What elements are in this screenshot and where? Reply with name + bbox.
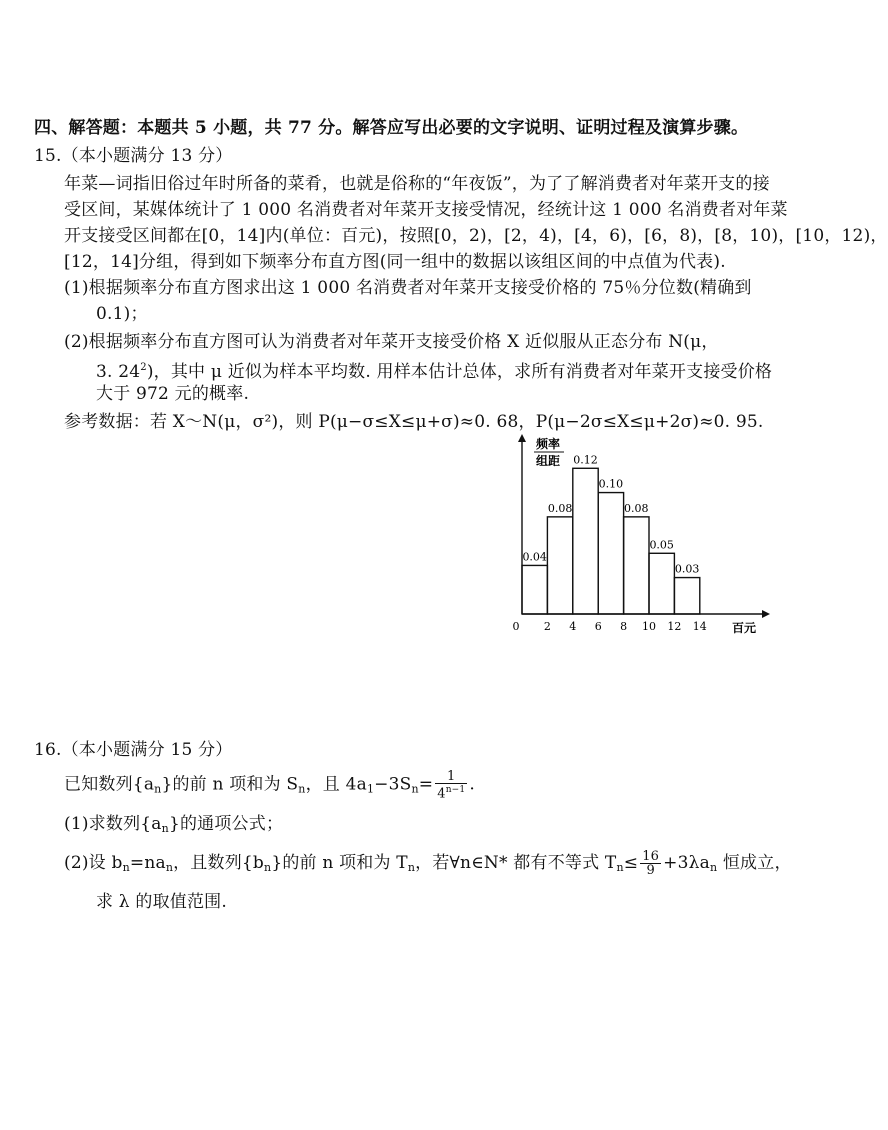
x-tick-label: 4 <box>569 620 577 633</box>
q16-sub2-line-1: (2)设 bn=nan，且数列{bn}的前 n 项和为 Tn，若∀n∈N* 都有不等式 Tn≤ $\frac{16}{9}$ +3λan 恒成立， <box>64 849 792 878</box>
q15-sub1-line-1: (1)根据频率分布直方图求出这 1 000 名消费者对年菜开支接受价格的 75％分位数(精确到 <box>64 278 752 298</box>
bar-value-label: 0.08 <box>624 501 649 515</box>
histogram-bar <box>522 565 547 614</box>
frequency-histogram <box>500 432 780 638</box>
q16-sub1: (1)求数列{an}的通项公式； <box>64 814 284 835</box>
histogram-bar <box>624 517 649 614</box>
bar-value-label: 0.05 <box>649 538 674 552</box>
bar-value-label: 0.04 <box>522 550 547 564</box>
y-label-bottom: 组距 <box>536 454 561 468</box>
y-label-top: 频率 <box>536 437 561 451</box>
origin-label: 0 <box>512 620 520 633</box>
q15-sub1-line-2: 0.1)； <box>96 304 148 324</box>
q16-fraction: $\frac{1}{4^{n-1}}$ <box>437 769 466 802</box>
histogram-bar <box>547 517 572 614</box>
x-tick-label: 8 <box>620 620 628 633</box>
bar-value-label: 0.08 <box>547 501 573 515</box>
x-tick-label: 12 <box>667 620 682 633</box>
bar-value-label: 0.12 <box>573 453 598 467</box>
section-title: 四、解答题：本题共 5 小题，共 77 分。解答应写出必要的文字说明、证明过程及演算步骤。 <box>34 118 749 138</box>
q15-sub2-line-1: (2)根据频率分布直方图可认为消费者对年菜开支接受价格 X 近似服从正态分布 N(μ， <box>64 332 719 352</box>
histogram-bar <box>573 468 598 614</box>
q15-para-line-4: [12，14]分组，得到如下频率分布直方图(同一组中的数据以该组区间的中点值为代表). <box>64 252 726 272</box>
x-axis-label: 百元 <box>731 621 757 635</box>
q15-header: 15.（本小题满分 13 分） <box>34 146 233 166</box>
q15-sub2-line-3: 大于 972 元的概率. <box>96 384 250 404</box>
x-tick-label: 2 <box>543 620 551 633</box>
q15-para-line-3: 开支接受区间都在[0，14]内(单位：百元)，按照[0，2)，[2，4)，[4，6)，[6，8)，[8，10)，[10，12)， <box>64 226 888 246</box>
q15-reference-data: 参考数据：若 X～N(μ，σ²)，则 P(μ−σ≤X≤μ+σ)≈0. 68，P(μ−2σ≤X≤μ+2σ)≈0. 95. <box>64 412 764 432</box>
histogram-bar <box>674 578 699 614</box>
x-tick-label: 6 <box>594 620 602 633</box>
q15-para-line-1: 年菜—词指旧俗过年时所备的菜肴，也就是俗称的“年夜饭”，为了了解消费者对年菜开支的接 <box>64 174 770 194</box>
x-tick-label: 10 <box>642 620 656 633</box>
q16-header: 16.（本小题满分 15 分） <box>34 740 233 760</box>
q16-fraction-2: $\frac{16}{9}$ <box>642 849 660 878</box>
q16-given: 已知数列{an}的前 n 项和为 Sn，且 4a1−3Sn= $\frac{1}{4^{n-1}}$ . <box>64 769 475 802</box>
histogram-bar <box>598 493 623 614</box>
y-axis-arrow <box>518 434 526 442</box>
x-tick-label: 14 <box>692 620 707 633</box>
x-axis-arrow <box>762 610 770 618</box>
q15-sub2-line-2: 3. $24^2$)，其中 μ 近似为样本平均数. 用样本估计总体，求所有消费者对年菜开支接受价格 <box>96 362 773 382</box>
histogram-bar <box>649 553 674 614</box>
bar-value-label: 0.03 <box>674 562 700 576</box>
bar-value-label: 0.10 <box>598 477 624 491</box>
q16-sub2-line-2: 求 λ 的取值范围. <box>96 892 227 912</box>
q15-para-line-2: 受区间，某媒体统计了 1 000 名消费者对年菜开支接受情况，经统计这 1 000 名消费者对年菜 <box>64 200 788 220</box>
